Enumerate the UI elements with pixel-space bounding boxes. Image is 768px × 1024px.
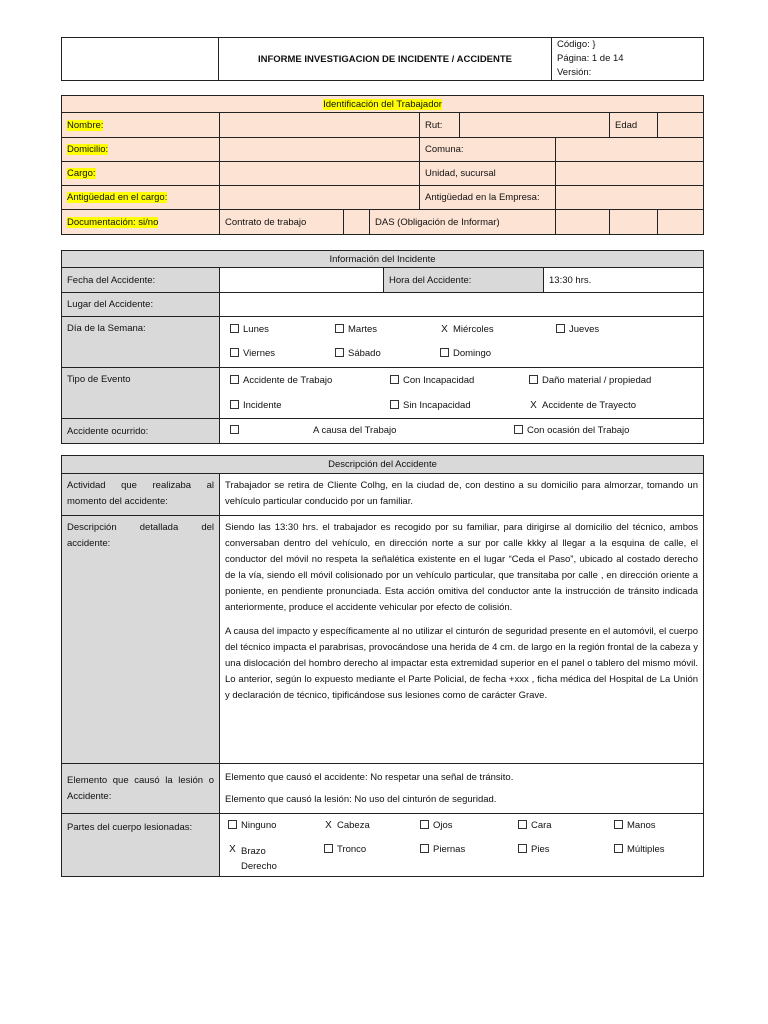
elemento-label: Elemento que causó la lesión o Accidente:: [62, 764, 220, 814]
incident-section-title: Información del Incidente: [62, 251, 704, 268]
option-label: Ojos: [433, 820, 453, 831]
das-label: DAS (Obligación de Informar): [370, 210, 556, 235]
option-label: Cabeza: [337, 820, 370, 831]
cargo-label: Cargo:: [67, 168, 96, 179]
option-jueves[interactable]: [556, 324, 599, 335]
checkbox-icon[interactable]: [518, 844, 527, 853]
tipo-label: Tipo de Evento: [62, 368, 220, 419]
codigo: Código: }: [557, 39, 596, 50]
checkbox-icon[interactable]: [614, 820, 623, 829]
option-accidente-de-trabajo[interactable]: [230, 375, 332, 386]
dia-label: Día de la Semana:: [62, 317, 220, 368]
option-label: Con Incapacidad: [403, 375, 475, 386]
option-ojos[interactable]: [420, 820, 453, 831]
option-label: Accidente de Trabajo: [243, 375, 333, 386]
detalle-label: Descripción detallada del accidente:: [62, 516, 220, 764]
option-label: Manos: [627, 820, 656, 831]
unidad-label: Unidad, sucursal: [420, 162, 556, 186]
option-label: Viernes: [243, 348, 276, 359]
cargo-field[interactable]: [220, 162, 420, 186]
edad-field[interactable]: [658, 113, 704, 138]
worker-table: [61, 95, 704, 235]
nombre-label: Nombre:: [67, 119, 104, 131]
option-label: Piernas: [433, 844, 466, 855]
option-label: Ninguno: [241, 820, 277, 831]
days-group: [220, 317, 704, 368]
description-section-title: Descripción del Accidente: [62, 456, 704, 474]
option-label: Daño material / propiedad: [542, 375, 652, 386]
option-con-ocasión-del-trabajo[interactable]: [514, 425, 629, 436]
option-accidente-de-trayecto[interactable]: [529, 400, 636, 411]
option-label: A causa del Trabajo: [313, 425, 397, 436]
option-label: Cara: [531, 820, 552, 831]
option-a-causa-del-trabajo[interactable]: [230, 425, 396, 436]
worker-section-title: Identificación del Trabajador: [323, 98, 442, 110]
comuna-field[interactable]: [556, 138, 704, 162]
option-ninguno[interactable]: [228, 820, 276, 831]
ocurrido-label: Accidente ocurrido:: [62, 419, 220, 444]
checkbox-icon[interactable]: [228, 820, 237, 829]
checkbox-icon[interactable]: [230, 400, 239, 409]
checkbox-icon[interactable]: [324, 844, 333, 853]
checked-mark-icon[interactable]: X: [325, 820, 332, 831]
option-label: Accidente de Trayecto: [542, 400, 636, 411]
version: Versión:: [557, 67, 592, 78]
option-sin-incapacidad[interactable]: [390, 400, 471, 411]
option-piernas[interactable]: [420, 844, 465, 855]
option-label: Sábado: [348, 348, 381, 359]
option-brazo-derecho[interactable]: [228, 844, 281, 874]
document-title: INFORME INVESTIGACION DE INCIDENTE / ACCIDENTE: [219, 38, 552, 81]
hora-value[interactable]: 13:30 hrs.: [544, 268, 704, 293]
antiguedad-empresa-field[interactable]: [556, 186, 704, 210]
checkbox-icon[interactable]: [420, 820, 429, 829]
antiguedad-cargo-label: Antigüedad en el cargo:: [67, 192, 168, 203]
elemento-lesion: Elemento que causó la lesión: No uso del cinturón de seguridad.: [225, 793, 497, 805]
checkbox-icon[interactable]: [230, 324, 239, 333]
option-cara[interactable]: [518, 820, 552, 831]
option-con-incapacidad[interactable]: [390, 375, 474, 386]
checked-mark-icon[interactable]: X: [441, 324, 448, 335]
option-label: Domingo: [453, 348, 492, 359]
checkbox-icon[interactable]: [529, 375, 538, 384]
header-table: [61, 37, 704, 81]
option-tronco[interactable]: [324, 844, 366, 855]
logo-area: [62, 38, 219, 81]
detalle-paragraph-1: Siendo las 13:30 hrs. el trabajador es recogido por su familiar, para dirigirse al domicilio del técnico, ambos conversaban dentro del vehículo, en dirección norte a sur por calle kkky al llegar a la esquina de calle, el conductor del móvil no respeta la señalética existente en el lugar “Ceda el Paso”, ubicado al costado derecho de la vía, siendo ell móvil colisionado por un vehículo particular, que transitaba por calle , en dirección oriente a poniente, en pendiente pronunciada. Esta acción omitiva del conductor ante la instrucción de tránsito indicada anteriormente, produce el accidente vehicular por efecto de colisión.: [225, 522, 699, 613]
checkbox-icon[interactable]: [335, 348, 344, 357]
description-table: [61, 455, 704, 877]
checkbox-icon[interactable]: [230, 375, 239, 384]
fecha-field[interactable]: [220, 268, 384, 293]
edad-label: Edad: [610, 113, 658, 138]
actividad-label: Actividad que realizaba al momento del accidente:: [62, 474, 220, 516]
option-label: Brazo Derecho: [241, 846, 277, 872]
partes-label: Partes del cuerpo lesionadas:: [62, 814, 220, 877]
event-types-group: [220, 368, 704, 419]
checked-mark-icon[interactable]: X: [530, 400, 537, 411]
checked-mark-icon[interactable]: X: [229, 844, 236, 855]
option-label: Pies: [531, 844, 550, 855]
das-field-3[interactable]: [658, 210, 704, 235]
option-sábado[interactable]: [335, 348, 381, 359]
option-label: Incidente: [243, 400, 282, 411]
checkbox-icon[interactable]: [390, 375, 399, 384]
option-label: Jueves: [569, 324, 600, 335]
checkbox-icon[interactable]: [514, 425, 523, 434]
hora-label: Hora del Accidente:: [384, 268, 544, 293]
checkbox-icon[interactable]: [440, 348, 449, 357]
das-field-2[interactable]: [610, 210, 658, 235]
contrato-label: Contrato de trabajo: [220, 210, 344, 235]
checkbox-icon[interactable]: [518, 820, 527, 829]
option-label: Martes: [348, 324, 378, 335]
option-miércoles[interactable]: [440, 324, 494, 335]
rut-label: Rut:: [420, 113, 460, 138]
documentacion-label: Documentación: si/no: [67, 216, 159, 228]
option-label: Lunes: [243, 324, 269, 335]
option-martes[interactable]: [335, 324, 377, 335]
checkbox-icon[interactable]: [420, 844, 429, 853]
antiguedad-empresa-label: Antigüedad en la Empresa:: [420, 186, 556, 210]
comuna-label: Comuna:: [420, 138, 556, 162]
lugar-field[interactable]: [220, 293, 704, 317]
option-viernes[interactable]: [230, 348, 275, 359]
pagina: Página: 1 de 14: [557, 53, 624, 64]
lugar-label: Lugar del Accidente:: [62, 293, 220, 317]
checkbox-icon[interactable]: [390, 400, 399, 409]
option-label: Tronco: [337, 844, 367, 855]
option-domingo[interactable]: [440, 348, 491, 359]
option-label: Múltiples: [627, 844, 665, 855]
option-lunes[interactable]: [230, 324, 269, 335]
option-incidente[interactable]: [230, 400, 282, 411]
actividad-text: Trabajador se retira de Cliente Colhg, en la ciudad de, con destino a su domicilio para almorzar, tomando un vehículo particular conducido por un familiar.: [220, 474, 704, 516]
option-label: Sin Incapacidad: [403, 400, 471, 411]
rut-field[interactable]: [460, 113, 610, 138]
option-pies[interactable]: [518, 844, 549, 855]
unidad-field[interactable]: [556, 162, 704, 186]
ocurrido-group: [220, 419, 704, 444]
das-field-1[interactable]: [556, 210, 610, 235]
fecha-label: Fecha del Accidente:: [62, 268, 220, 293]
option-múltiples[interactable]: [614, 844, 665, 855]
option-label: Con ocasión del Trabajo: [527, 425, 630, 436]
elemento-accidente: Elemento que causó el accidente: No respetar una señal de tránsito.: [225, 771, 514, 783]
detalle-paragraph-2: A causa del impacto y específicamente al no utilizar el cinturón de seguridad presente en el automóvil, el cuerpo del técnico impacta el parabrisas, provocándose una herida de 4 cm. de largo en la región frontal de la cabeza y una dislocación del hombro derecho al impactar esta extremidad superior en el panel o tablero del mismo móvil. Lo anterior, según lo expuesto mediante el Parte Policial, de fecha +xxx , ficha médica del Hospital de La Unión y declaración de técnico, tipificándose sus lesiones como de carácter Grave.: [225, 626, 699, 701]
checkbox-icon[interactable]: [335, 324, 344, 333]
checkbox-icon[interactable]: [230, 348, 239, 357]
incident-table: [61, 250, 704, 444]
checkbox-icon[interactable]: [556, 324, 565, 333]
option-cabeza[interactable]: [324, 820, 370, 831]
option-daño-material-propiedad[interactable]: [529, 375, 651, 386]
checkbox-icon[interactable]: [230, 425, 239, 434]
checkbox-icon[interactable]: [614, 844, 623, 853]
option-manos[interactable]: [614, 820, 656, 831]
option-label: Miércoles: [453, 324, 494, 335]
domicilio-field[interactable]: [220, 138, 420, 162]
antiguedad-cargo-field[interactable]: [220, 186, 420, 210]
contrato-field[interactable]: [344, 210, 370, 235]
body-parts-group: [220, 814, 704, 877]
nombre-field[interactable]: [220, 113, 420, 138]
domicilio-label: Domicilio:: [67, 144, 109, 155]
